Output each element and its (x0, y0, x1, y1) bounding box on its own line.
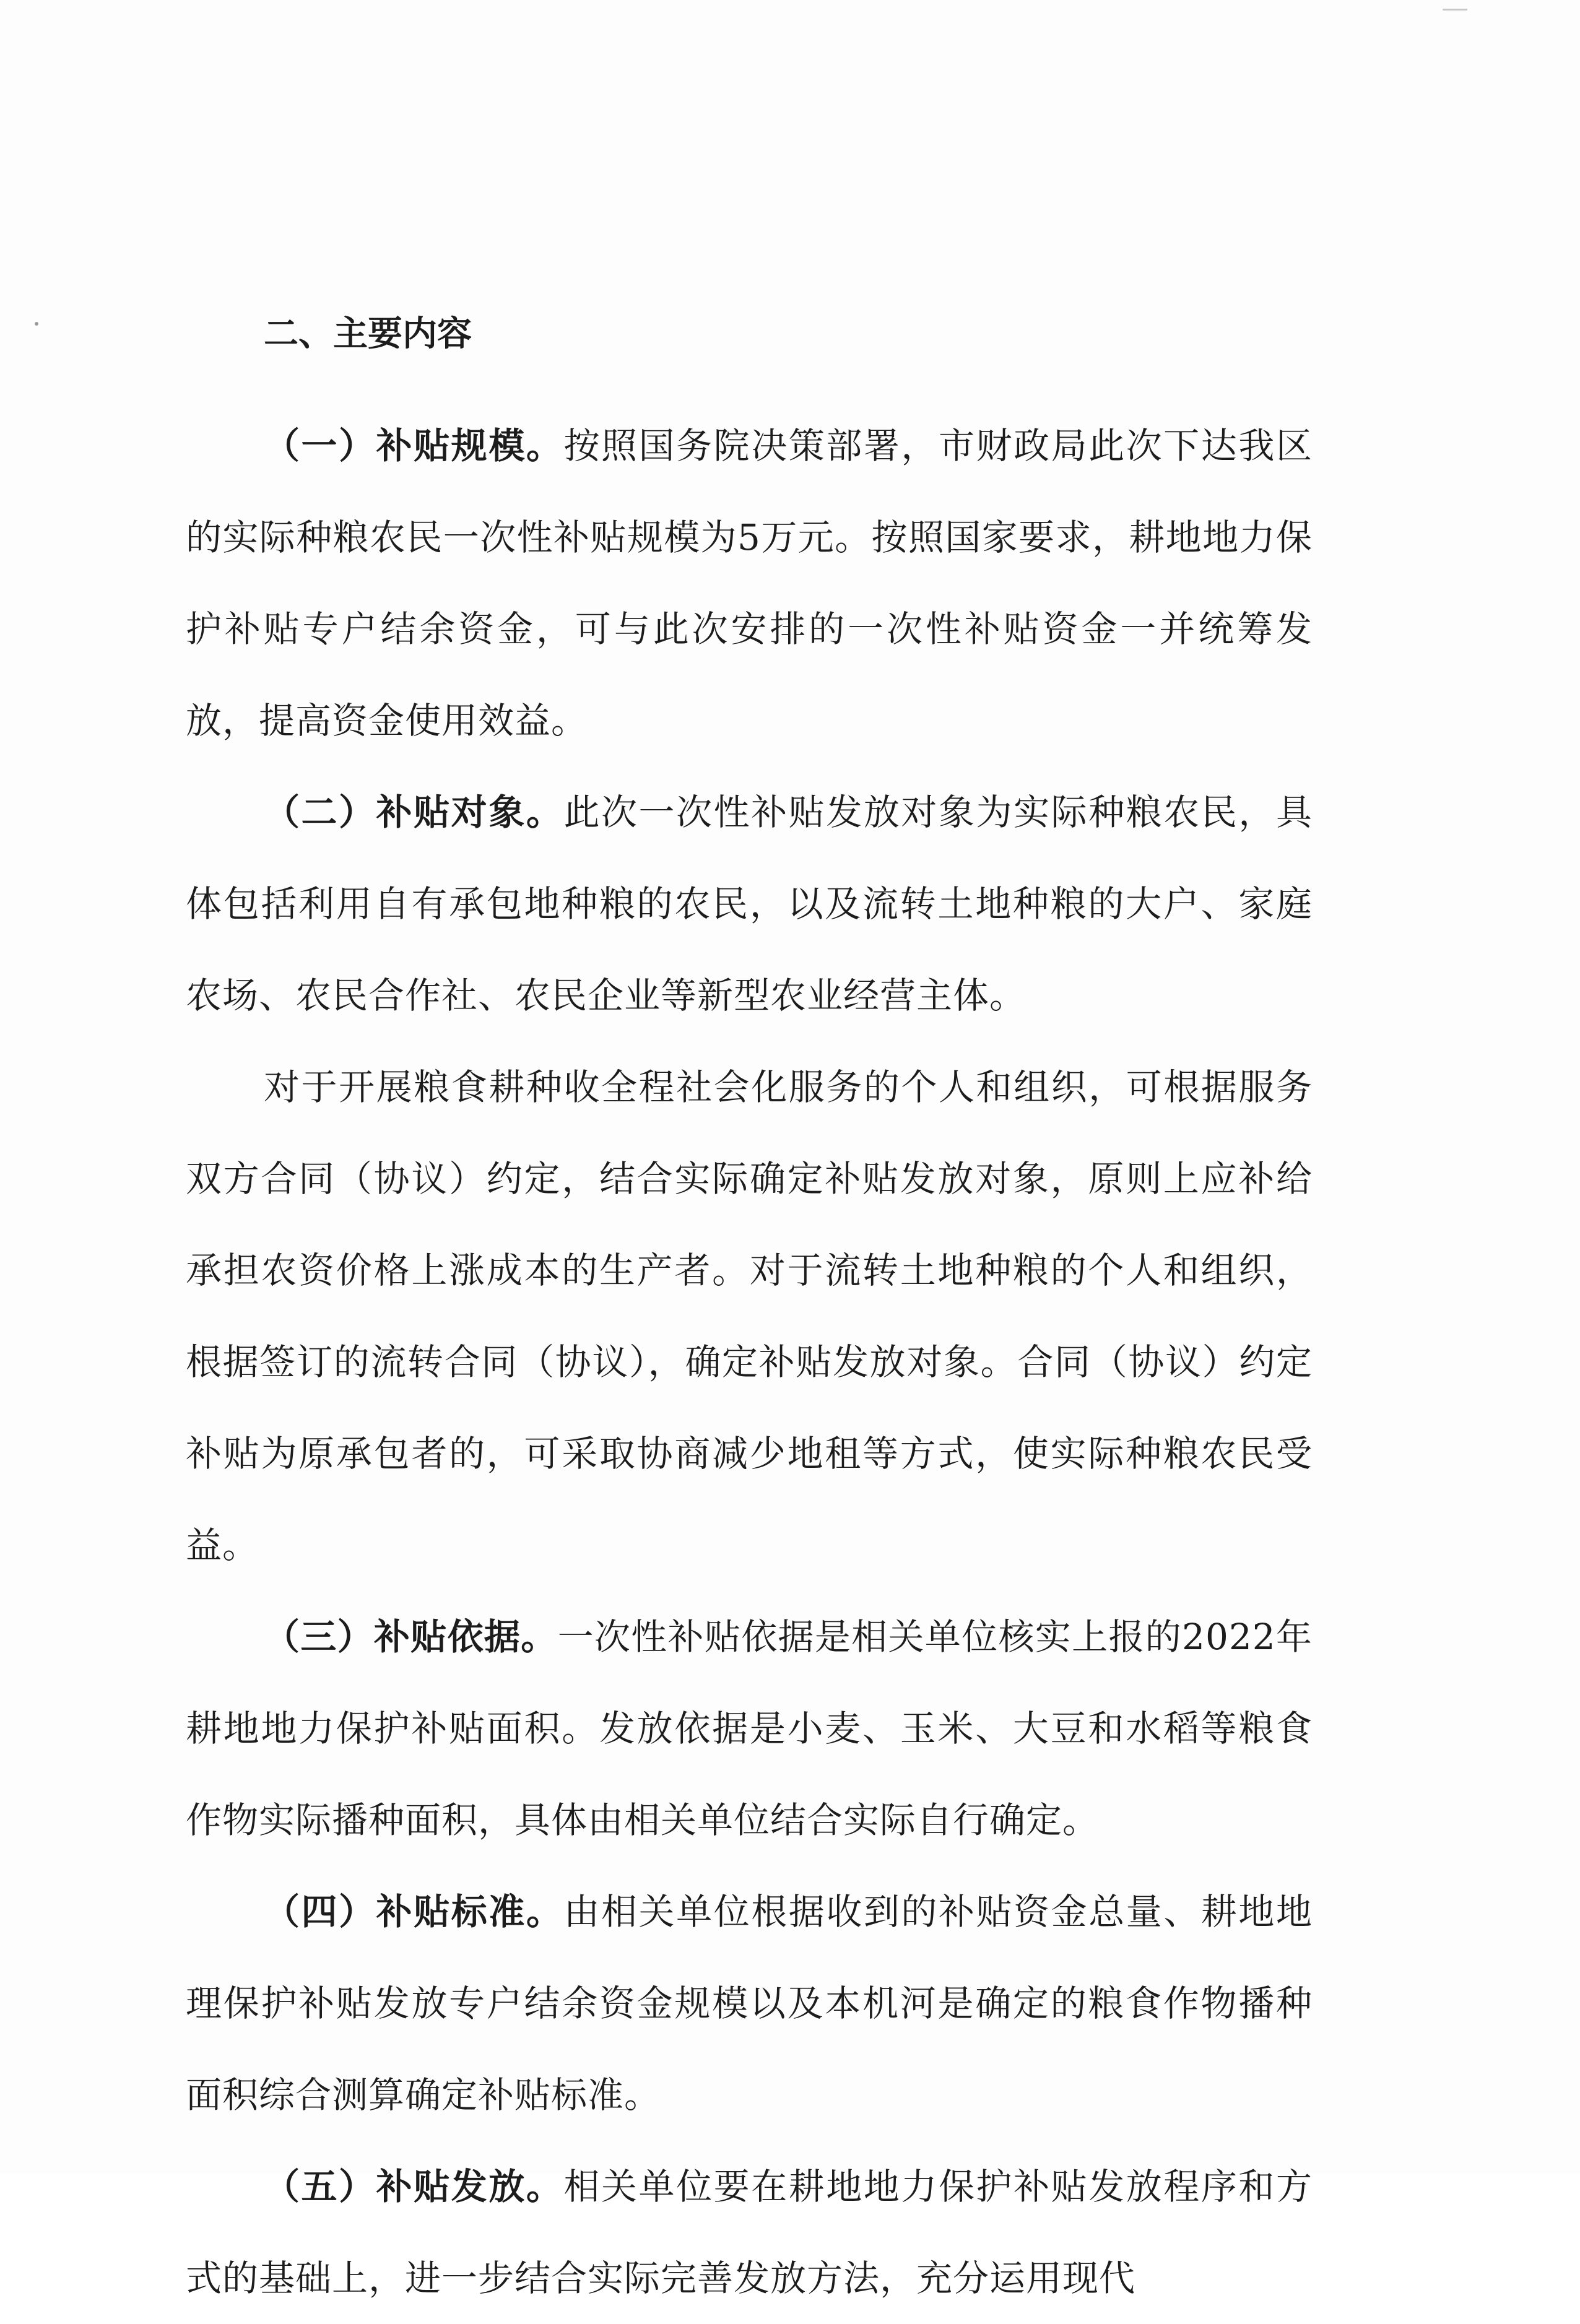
paragraph-text: 按照国务院决策部署，市财政局此次下达我区的实际种粮农民一次性补贴规模为5万元。按照国家要求，耕地地力保护补贴专户结余资金，可与此次安排的一次性补贴资金一并统筹发放，提高资金使用效益。 (186, 425, 1313, 742)
paragraph-text: 一次性补贴依据是相关单位核实上报的2022年耕地地力保护补贴面积。发放依据是小麦、玉米、大豆和水稻等粮食作物实际播种面积，具体由相关单位结合实际自行确定。 (186, 1616, 1313, 1841)
paragraph-lead: （一）补贴规模。 (264, 425, 564, 467)
paragraph-subsidy-scale (186, 400, 1313, 766)
paragraph-text: 此次一次性补贴发放对象为实际种粮农民，具体包括利用自有承包地种粮的农民，以及流转土地种粮的大户、家庭农场、农民合作社、农民企业等新型农业经营主体。 (186, 791, 1313, 1017)
paragraph-text: 相关单位要在耕地地力保护补贴发放程序和方式的基础上，进一步结合实际完善发放方法，充分运用现代 (186, 2166, 1313, 2299)
paragraph-subsidy-standard (186, 1866, 1313, 2141)
paragraph-lead: （三）补贴依据。 (264, 1616, 558, 1658)
paragraph-subsidy-target (186, 766, 1313, 1041)
paragraph-lead: （四）补贴标准。 (264, 1891, 564, 1933)
paragraph-subsidy-distribution (186, 2141, 1313, 2324)
paragraph-subsidy-basis (186, 1591, 1313, 1866)
paragraph-lead: （二）补贴对象。 (264, 791, 564, 833)
paragraph-lead: （五）补贴发放。 (264, 2166, 564, 2208)
paragraph-text: 对于开展粮食耕种收全程社会化服务的个人和组织，可根据服务双方合同（协议）约定，结合实际确定补贴发放对象，原则上应补给承担农资价格上涨成本的生产者。对于流转土地种粮的个人和组织，根据签订的流转合同（协议），确定补贴发放对象。合同（协议）约定补贴为原承包者的，可采取协商减少地租等方式，使实际种粮农民受益。 (186, 1066, 1313, 1566)
scan-speck (1443, 9, 1467, 11)
section-heading: 二、主要内容 (264, 314, 472, 354)
paragraph-service-organizations (186, 1041, 1313, 1591)
paragraph-text: 由相关单位根据收到的补贴资金总量、耕地地理保护补贴发放专户结余资金规模以及本机河是确定的粮食作物播种面积综合测算确定补贴标准。 (186, 1891, 1313, 2116)
document-body (186, 310, 1313, 2324)
scan-speck (35, 322, 38, 326)
